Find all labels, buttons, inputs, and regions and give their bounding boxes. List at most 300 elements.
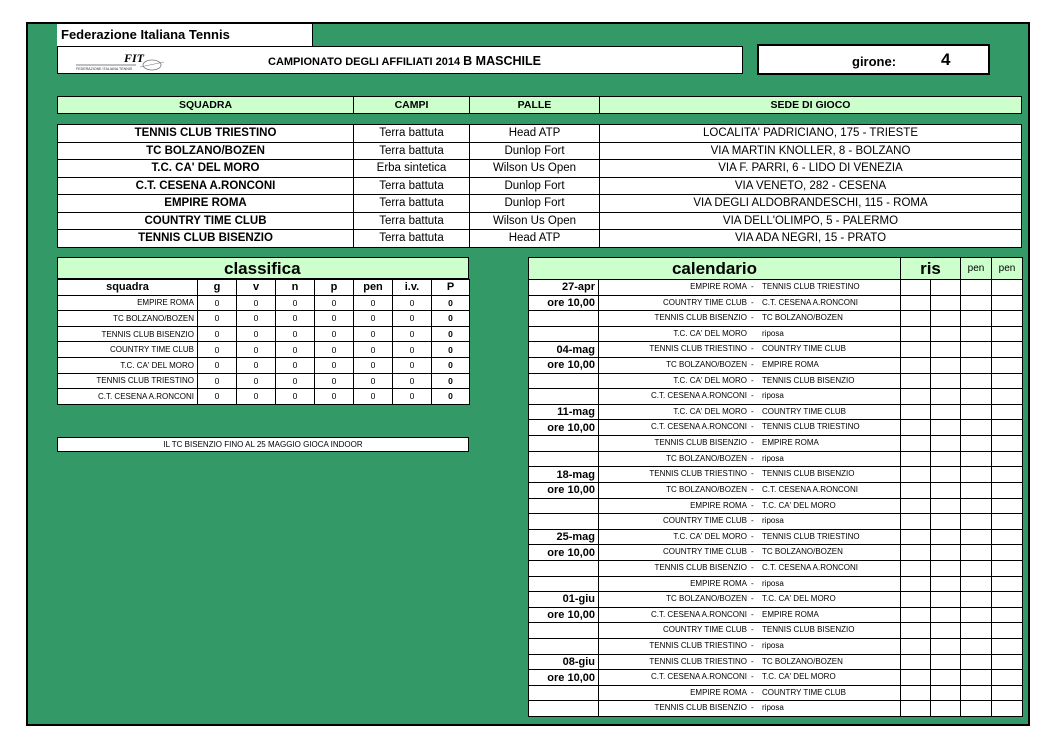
match-date-cell[interactable] <box>529 311 599 327</box>
ris-cell[interactable] <box>931 342 961 358</box>
pen-cell[interactable] <box>961 607 992 623</box>
match-cell[interactable] <box>599 467 901 483</box>
ris-cell[interactable] <box>931 514 961 530</box>
match-date-cell[interactable]: 04-mag <box>529 342 599 358</box>
match-cell[interactable] <box>599 451 901 467</box>
ris-cell[interactable] <box>931 482 961 498</box>
pen-cell[interactable] <box>992 280 1023 296</box>
column-header-palle[interactable]: PALLE <box>470 97 600 114</box>
pen-cell[interactable] <box>992 326 1023 342</box>
campi-cell[interactable]: Terra battuta <box>354 230 470 248</box>
match-date-cell[interactable]: ore 10,00 <box>529 607 599 623</box>
pen-cell[interactable] <box>992 498 1023 514</box>
indoor-note[interactable]: IL TC BISENZIO FINO AL 25 MAGGIO GIOCA INDOOR <box>57 437 469 452</box>
match-separator: - <box>751 344 754 354</box>
match-cell[interactable] <box>599 685 901 701</box>
classifica-stat-cell[interactable]: 0 <box>276 357 315 373</box>
pen-cell[interactable] <box>992 685 1023 701</box>
pen-cell[interactable] <box>992 342 1023 358</box>
match-cell[interactable] <box>599 701 901 717</box>
ris-cell[interactable] <box>931 451 961 467</box>
palle-cell[interactable]: Wilson Us Open <box>470 160 600 178</box>
classifica-column-header[interactable]: g <box>198 280 237 296</box>
ris-cell[interactable] <box>901 436 931 452</box>
home-team: TC BOLZANO/BOZEN <box>666 484 747 494</box>
pen-cell[interactable] <box>961 514 992 530</box>
team-name-cell[interactable]: COUNTRY TIME CLUB <box>58 212 354 230</box>
ris-cell[interactable] <box>901 576 931 592</box>
match-date-cell[interactable]: ore 10,00 <box>529 295 599 311</box>
pen-cell[interactable] <box>992 373 1023 389</box>
pen-cell[interactable] <box>992 358 1023 374</box>
pen-cell[interactable] <box>992 670 1023 686</box>
match-cell[interactable] <box>599 482 901 498</box>
match-date-cell[interactable]: 08-giu <box>529 654 599 670</box>
pen-cell[interactable] <box>961 670 992 686</box>
match-cell[interactable] <box>599 592 901 608</box>
classifica-stat-cell[interactable]: 0 <box>315 311 354 327</box>
org-name-cell[interactable] <box>57 24 313 46</box>
pen-cell[interactable] <box>992 701 1023 717</box>
classifica-stat-cell[interactable]: 0 <box>354 357 393 373</box>
pen-cell[interactable] <box>961 623 992 639</box>
ris-cell[interactable] <box>931 560 961 576</box>
pen-cell[interactable] <box>961 467 992 483</box>
pen-cell[interactable] <box>992 576 1023 592</box>
match-cell[interactable] <box>599 311 901 327</box>
pen-cell[interactable] <box>961 420 992 436</box>
ris-cell[interactable] <box>931 654 961 670</box>
classifica-team-cell[interactable]: EMPIRE ROMA <box>58 295 198 311</box>
calendario-title[interactable]: calendario <box>529 258 901 280</box>
ris-cell[interactable] <box>931 498 961 514</box>
pen-cell[interactable] <box>992 420 1023 436</box>
pen-cell[interactable] <box>961 529 992 545</box>
campi-cell[interactable]: Terra battuta <box>354 177 470 195</box>
away-team: riposa <box>762 516 784 526</box>
ris-cell[interactable] <box>901 529 931 545</box>
ris-cell[interactable] <box>931 639 961 655</box>
sede-cell[interactable]: VIA DEGLI ALDOBRANDESCHI, 115 - ROMA <box>600 195 1022 213</box>
classifica-stat-cell[interactable]: 0 <box>315 357 354 373</box>
classifica-stat-cell[interactable]: 0 <box>354 389 393 405</box>
ris-cell[interactable] <box>901 607 931 623</box>
classifica-stat-cell[interactable]: 0 <box>354 311 393 327</box>
match-separator: - <box>751 484 754 494</box>
match-date-cell[interactable] <box>529 701 599 717</box>
ris-cell[interactable] <box>901 311 931 327</box>
pen-cell[interactable] <box>961 311 992 327</box>
away-team: TC BOLZANO/BOZEN <box>762 547 843 557</box>
classifica-stat-cell[interactable]: 0 <box>432 311 470 327</box>
classifica-column-header[interactable]: i.v. <box>393 280 432 296</box>
match-date-cell[interactable]: ore 10,00 <box>529 670 599 686</box>
ris-cell[interactable] <box>901 482 931 498</box>
palle-cell[interactable]: Head ATP <box>470 230 600 248</box>
pen-cell[interactable] <box>992 451 1023 467</box>
sede-cell[interactable]: VIA ADA NEGRI, 15 - PRATO <box>600 230 1022 248</box>
pen-cell[interactable] <box>992 592 1023 608</box>
classifica-stat-cell[interactable]: 0 <box>432 326 470 342</box>
ris-cell[interactable] <box>931 436 961 452</box>
match-date-cell[interactable]: 11-mag <box>529 404 599 420</box>
ris-cell[interactable] <box>931 420 961 436</box>
pen-cell[interactable] <box>961 295 992 311</box>
pen-cell[interactable] <box>992 529 1023 545</box>
classifica-stat-cell[interactable]: 0 <box>237 326 276 342</box>
table-row <box>529 404 1023 420</box>
pen-cell[interactable] <box>992 295 1023 311</box>
ris-cell[interactable] <box>931 529 961 545</box>
match-date-cell[interactable]: ore 10,00 <box>529 358 599 374</box>
classifica-team-cell[interactable]: COUNTRY TIME CLUB <box>58 342 198 358</box>
pen-cell[interactable] <box>961 436 992 452</box>
classifica-stat-cell[interactable]: 0 <box>237 357 276 373</box>
away-team: TENNIS CLUB TRIESTINO <box>762 282 860 291</box>
match-cell[interactable] <box>599 342 901 358</box>
classifica-stat-cell[interactable]: 0 <box>315 389 354 405</box>
table-row <box>529 280 1023 296</box>
ris-cell[interactable] <box>901 420 931 436</box>
sede-cell[interactable]: VIA F. PARRI, 6 - LIDO DI VENEZIA <box>600 160 1022 178</box>
away-team: TENNIS CLUB BISENZIO <box>762 375 855 385</box>
palle-cell[interactable]: Dunlop Fort <box>470 177 600 195</box>
ris-cell[interactable] <box>901 326 931 342</box>
match-cell[interactable] <box>599 576 901 592</box>
ris-cell[interactable] <box>931 607 961 623</box>
pen-cell[interactable] <box>961 358 992 374</box>
campi-cell[interactable]: Terra battuta <box>354 212 470 230</box>
pen-cell[interactable] <box>992 654 1023 670</box>
classifica-column-header[interactable]: n <box>276 280 315 296</box>
classifica-stat-cell[interactable]: 0 <box>315 373 354 389</box>
match-cell[interactable] <box>599 420 901 436</box>
match-cell[interactable] <box>599 295 901 311</box>
classifica-stat-cell[interactable]: 0 <box>237 311 276 327</box>
team-name-cell[interactable]: TENNIS CLUB BISENZIO <box>58 230 354 248</box>
ris-cell[interactable] <box>901 373 931 389</box>
pen-cell[interactable] <box>992 482 1023 498</box>
ris-cell[interactable] <box>901 560 931 576</box>
home-team: EMPIRE ROMA <box>690 500 747 510</box>
match-date-cell[interactable] <box>529 436 599 452</box>
classifica-column-header[interactable]: pen <box>354 280 393 296</box>
pen-cell[interactable] <box>961 592 992 608</box>
ris-cell[interactable] <box>931 326 961 342</box>
match-date-cell[interactable] <box>529 639 599 655</box>
match-cell[interactable] <box>599 654 901 670</box>
pen-header-1[interactable]: pen <box>961 258 992 280</box>
ris-cell[interactable] <box>901 701 931 717</box>
pen-cell[interactable] <box>961 654 992 670</box>
pen-cell[interactable] <box>992 545 1023 561</box>
match-date-cell[interactable] <box>529 560 599 576</box>
pen-cell[interactable] <box>961 326 992 342</box>
classifica-column-header[interactable]: v <box>237 280 276 296</box>
pen-cell[interactable] <box>961 451 992 467</box>
classifica-stat-cell[interactable]: 0 <box>393 326 432 342</box>
palle-cell[interactable]: Dunlop Fort <box>470 142 600 160</box>
girone-cell[interactable] <box>757 44 990 75</box>
classifica-stat-cell[interactable]: 0 <box>276 311 315 327</box>
match-separator: - <box>751 375 754 385</box>
ris-cell[interactable] <box>901 592 931 608</box>
match-cell[interactable] <box>599 358 901 374</box>
pen-cell[interactable] <box>961 280 992 296</box>
pen-cell[interactable] <box>992 514 1023 530</box>
ris-cell[interactable] <box>931 373 961 389</box>
column-header-campi[interactable]: CAMPI <box>354 97 470 114</box>
pen-cell[interactable] <box>992 623 1023 639</box>
ris-cell[interactable] <box>901 498 931 514</box>
classifica-stat-cell[interactable]: 0 <box>198 373 237 389</box>
sede-cell[interactable]: VIA VENETO, 282 - CESENA <box>600 177 1022 195</box>
ris-cell[interactable] <box>931 701 961 717</box>
team-name-cell[interactable]: C.T. CESENA A.RONCONI <box>58 177 354 195</box>
ris-cell[interactable] <box>901 342 931 358</box>
pen-cell[interactable] <box>961 685 992 701</box>
ris-cell[interactable] <box>931 545 961 561</box>
pen-cell[interactable] <box>961 498 992 514</box>
classifica-stat-cell[interactable]: 0 <box>198 295 237 311</box>
classifica-team-cell[interactable]: TC BOLZANO/BOZEN <box>58 311 198 327</box>
classifica-stat-cell[interactable]: 0 <box>237 295 276 311</box>
classifica-column-header[interactable]: p <box>315 280 354 296</box>
classifica-stat-cell[interactable]: 0 <box>198 326 237 342</box>
pen-cell[interactable] <box>961 701 992 717</box>
classifica-stat-cell[interactable]: 0 <box>432 295 470 311</box>
calendario-header <box>528 257 1023 280</box>
match-date-cell[interactable]: 01-giu <box>529 592 599 608</box>
pen-cell[interactable] <box>961 389 992 405</box>
classifica-stat-cell[interactable]: 0 <box>237 389 276 405</box>
classifica-stat-cell[interactable]: 0 <box>276 389 315 405</box>
classifica-stat-cell[interactable]: 0 <box>354 295 393 311</box>
classifica-stat-cell[interactable]: 0 <box>276 373 315 389</box>
match-date-cell[interactable] <box>529 451 599 467</box>
match-cell[interactable] <box>599 373 901 389</box>
match-cell[interactable] <box>599 560 901 576</box>
match-cell[interactable] <box>599 670 901 686</box>
pen-cell[interactable] <box>961 482 992 498</box>
ris-cell[interactable] <box>901 467 931 483</box>
ris-cell[interactable] <box>901 623 931 639</box>
classifica-stat-cell[interactable]: 0 <box>393 295 432 311</box>
classifica-stat-cell[interactable]: 0 <box>393 357 432 373</box>
match-date-cell[interactable] <box>529 389 599 405</box>
classifica-stat-cell[interactable]: 0 <box>315 326 354 342</box>
team-name-cell[interactable]: TENNIS CLUB TRIESTINO <box>58 125 354 143</box>
pen-cell[interactable] <box>961 373 992 389</box>
match-date-cell[interactable]: ore 10,00 <box>529 420 599 436</box>
match-cell[interactable] <box>599 389 901 405</box>
classifica-stat-cell[interactable]: 0 <box>393 373 432 389</box>
ris-cell[interactable] <box>931 280 961 296</box>
ris-cell[interactable] <box>901 295 931 311</box>
match-cell[interactable] <box>599 326 901 342</box>
ris-cell[interactable] <box>901 639 931 655</box>
pen-cell[interactable] <box>961 639 992 655</box>
ris-cell[interactable] <box>901 404 931 420</box>
column-header-sede[interactable]: SEDE DI GIOCO <box>600 97 1022 114</box>
match-cell[interactable] <box>599 404 901 420</box>
ris-cell[interactable] <box>931 576 961 592</box>
table-row <box>529 623 1023 639</box>
ris-cell[interactable] <box>931 311 961 327</box>
classifica-stat-cell[interactable]: 0 <box>432 357 470 373</box>
classifica-header-row <box>58 280 470 296</box>
classifica-stat-cell[interactable]: 0 <box>276 342 315 358</box>
classifica-stat-cell[interactable]: 0 <box>276 326 315 342</box>
ris-cell[interactable] <box>931 295 961 311</box>
pen-cell[interactable] <box>961 342 992 358</box>
classifica-team-cell[interactable]: C.T. CESENA A.RONCONI <box>58 389 198 405</box>
ris-cell[interactable] <box>931 623 961 639</box>
palle-cell[interactable]: Wilson Us Open <box>470 212 600 230</box>
pen-cell[interactable] <box>961 560 992 576</box>
ris-cell[interactable] <box>931 685 961 701</box>
home-team: EMPIRE ROMA <box>690 687 747 697</box>
pen-cell[interactable] <box>961 576 992 592</box>
match-date-cell[interactable] <box>529 326 599 342</box>
away-team: riposa <box>762 578 784 588</box>
ris-cell[interactable] <box>901 514 931 530</box>
ris-cell[interactable] <box>901 451 931 467</box>
pen-cell[interactable] <box>992 639 1023 655</box>
match-cell[interactable] <box>599 545 901 561</box>
ris-cell[interactable] <box>931 389 961 405</box>
ris-cell[interactable] <box>931 404 961 420</box>
classifica-stat-cell[interactable]: 0 <box>432 389 470 405</box>
pen-cell[interactable] <box>992 436 1023 452</box>
ris-cell[interactable] <box>901 389 931 405</box>
match-separator: - <box>751 297 754 307</box>
match-cell[interactable] <box>599 639 901 655</box>
ris-cell[interactable] <box>931 592 961 608</box>
match-date-cell[interactable]: 27-apr <box>529 280 599 296</box>
pen-cell[interactable] <box>992 404 1023 420</box>
pen-cell[interactable] <box>992 389 1023 405</box>
classifica-stat-cell[interactable]: 0 <box>198 389 237 405</box>
classifica-team-cell[interactable]: TENNIS CLUB BISENZIO <box>58 326 198 342</box>
table-row <box>529 639 1023 655</box>
pen-cell[interactable] <box>961 545 992 561</box>
classifica-stat-cell[interactable]: 0 <box>354 326 393 342</box>
match-date-cell[interactable] <box>529 373 599 389</box>
ris-cell[interactable] <box>901 280 931 296</box>
sede-cell[interactable]: VIA DELL'OLIMPO, 5 - PALERMO <box>600 212 1022 230</box>
sede-cell[interactable]: LOCALITA' PADRICIANO, 175 - TRIESTE <box>600 125 1022 143</box>
home-team: C.T. CESENA A.RONCONI <box>650 609 747 619</box>
pen-cell[interactable] <box>961 404 992 420</box>
match-cell[interactable] <box>599 436 901 452</box>
match-date-cell[interactable] <box>529 685 599 701</box>
match-date-cell[interactable]: ore 10,00 <box>529 545 599 561</box>
match-cell[interactable] <box>599 623 901 639</box>
pen-cell[interactable] <box>992 607 1023 623</box>
pen-cell[interactable] <box>992 560 1023 576</box>
match-date-cell[interactable] <box>529 576 599 592</box>
classifica-stat-cell[interactable]: 0 <box>354 373 393 389</box>
ris-cell[interactable] <box>931 467 961 483</box>
title-cell[interactable] <box>57 46 743 74</box>
classifica-stat-cell[interactable]: 0 <box>237 373 276 389</box>
match-date-cell[interactable]: 18-mag <box>529 467 599 483</box>
match-date-cell[interactable] <box>529 498 599 514</box>
girone-label: girone: <box>852 54 897 69</box>
palle-cell[interactable]: Head ATP <box>470 125 600 143</box>
classifica-stat-cell[interactable]: 0 <box>393 389 432 405</box>
pen-cell[interactable] <box>992 467 1023 483</box>
match-separator: - <box>751 360 754 370</box>
match-cell[interactable] <box>599 607 901 623</box>
table-row <box>529 451 1023 467</box>
classifica-stat-cell[interactable]: 0 <box>315 342 354 358</box>
match-cell[interactable] <box>599 529 901 545</box>
classifica-stat-cell[interactable]: 0 <box>276 295 315 311</box>
classifica-stat-cell[interactable]: 0 <box>393 342 432 358</box>
campi-cell[interactable]: Terra battuta <box>354 195 470 213</box>
classifica-stat-cell[interactable]: 0 <box>432 373 470 389</box>
table-row <box>529 685 1023 701</box>
table-row <box>529 607 1023 623</box>
campi-cell[interactable]: Erba sintetica <box>354 160 470 178</box>
classifica-stat-cell[interactable]: 0 <box>198 311 237 327</box>
classifica-stat-cell[interactable]: 0 <box>198 342 237 358</box>
classifica-stat-cell[interactable]: 0 <box>237 342 276 358</box>
classifica-stat-cell[interactable]: 0 <box>198 357 237 373</box>
table-row <box>529 560 1023 576</box>
column-header-squadra[interactable]: SQUADRA <box>58 97 354 114</box>
ris-cell[interactable] <box>931 670 961 686</box>
pen-cell[interactable] <box>992 311 1023 327</box>
classifica-team-cell[interactable]: T.C. CA' DEL MORO <box>58 357 198 373</box>
palle-cell[interactable]: Dunlop Fort <box>470 195 600 213</box>
classifica-stat-cell[interactable]: 0 <box>315 295 354 311</box>
ris-cell[interactable] <box>901 358 931 374</box>
ris-header[interactable]: ris <box>901 258 961 280</box>
classifica-stat-cell[interactable]: 0 <box>354 342 393 358</box>
ris-cell[interactable] <box>901 685 931 701</box>
ris-cell[interactable] <box>931 358 961 374</box>
team-name-cell[interactable]: T.C. CA' DEL MORO <box>58 160 354 178</box>
classifica-column-header[interactable]: squadra <box>58 280 198 296</box>
match-date-cell[interactable]: 25-mag <box>529 529 599 545</box>
ris-cell[interactable] <box>901 670 931 686</box>
classifica-team-cell[interactable]: TENNIS CLUB TRIESTINO <box>58 373 198 389</box>
classifica-column-header[interactable]: P <box>432 280 470 296</box>
match-date-cell[interactable] <box>529 623 599 639</box>
sede-cell[interactable]: VIA MARTIN KNOLLER, 8 - BOLZANO <box>600 142 1022 160</box>
match-cell[interactable] <box>599 280 901 296</box>
table-row <box>529 514 1023 530</box>
ris-cell[interactable] <box>901 654 931 670</box>
match-cell[interactable] <box>599 498 901 514</box>
classifica-stat-cell[interactable]: 0 <box>432 342 470 358</box>
match-date-cell[interactable] <box>529 514 599 530</box>
match-cell[interactable] <box>599 514 901 530</box>
team-name-cell[interactable]: TC BOLZANO/BOZEN <box>58 142 354 160</box>
campi-cell[interactable]: Terra battuta <box>354 142 470 160</box>
campi-cell[interactable]: Terra battuta <box>354 125 470 143</box>
pen-header-2[interactable]: pen <box>992 258 1023 280</box>
match-date-cell[interactable]: ore 10,00 <box>529 482 599 498</box>
classifica-stat-cell[interactable]: 0 <box>393 311 432 327</box>
ris-cell[interactable] <box>901 545 931 561</box>
team-name-cell[interactable]: EMPIRE ROMA <box>58 195 354 213</box>
classifica-title-cell[interactable] <box>57 257 469 279</box>
table-row <box>529 295 1023 311</box>
